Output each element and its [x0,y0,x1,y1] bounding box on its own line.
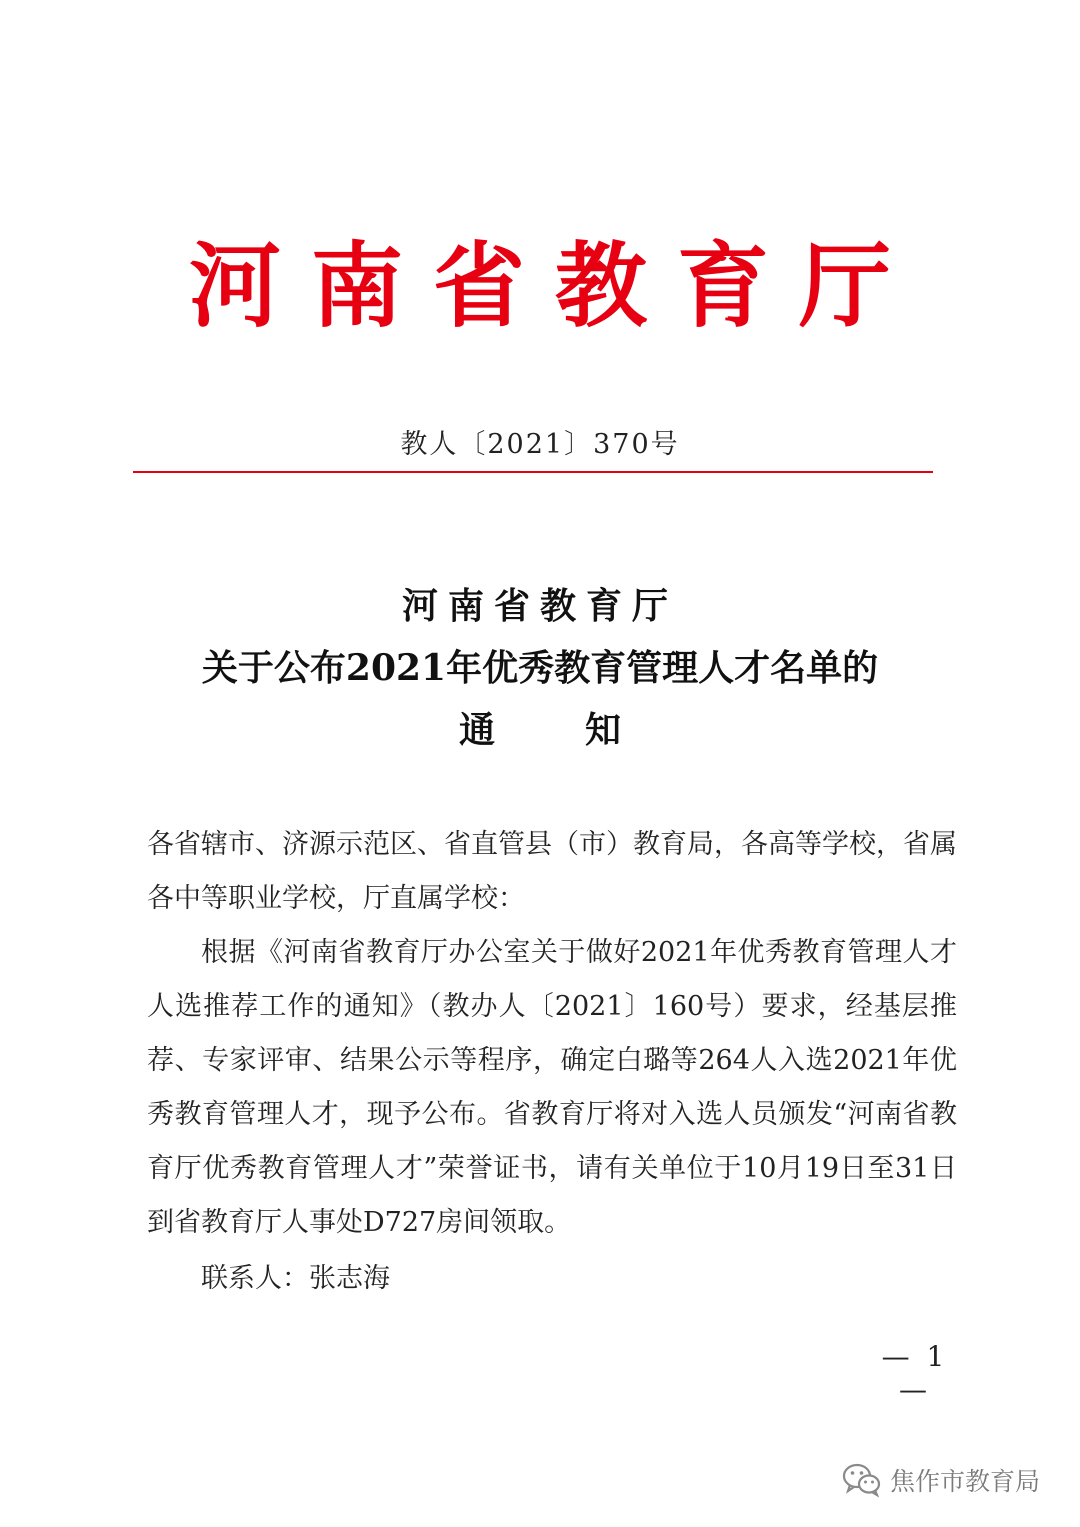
page-number: — 1 — [881,1340,949,1406]
main-paragraph [147,926,957,1250]
masthead-char: 厅 [798,232,891,340]
document-number: 教人〔2021〕370号 [400,429,680,460]
title-line-1: 河南省教育厅 [401,585,678,627]
watermark-text: 焦作市教育局 [890,1467,1041,1496]
red-divider [133,471,933,473]
masthead-char: 教 [554,232,647,340]
title-line-3-left: 通 [458,709,495,751]
contact-line [147,1252,957,1306]
title-line-2: 关于公布2021年优秀教育管理人才名单的 [201,647,879,689]
masthead [0,226,1080,346]
masthead-char: 省 [432,232,525,340]
masthead-char: 南 [310,232,403,340]
addressee [147,818,957,926]
masthead-char: 育 [676,232,769,340]
watermark [842,1458,1040,1502]
contact-text: 联系人：张志海 [201,1263,390,1294]
wechat-icon [842,1462,882,1498]
masthead-char: 河 [188,232,281,340]
title-line-3 [0,709,1080,751]
addressee-text: 各省辖市、济源示范区、省直管县（市）教育局，各高等学校，省属各中等职业学校，厅直属学校： [147,829,957,914]
main-paragraph-text: 根据《河南省教育厅办公室关于做好2021年优秀教育管理人才人选推荐工作的通知》（教办人〔2021〕160号）要求，经基层推荐、专家评审、结果公示等程序，确定白璐等264人入选2021年优秀教育管理人才，现予公布。省教育厅将对入选人员颁发“河南省教育厅优秀教育管理人才”荣誉证书，请有关单位于10月19日至31日到省教育厅人事处D727房间领取。 [147,937,957,1238]
title-line-3-right: 知 [585,709,622,751]
